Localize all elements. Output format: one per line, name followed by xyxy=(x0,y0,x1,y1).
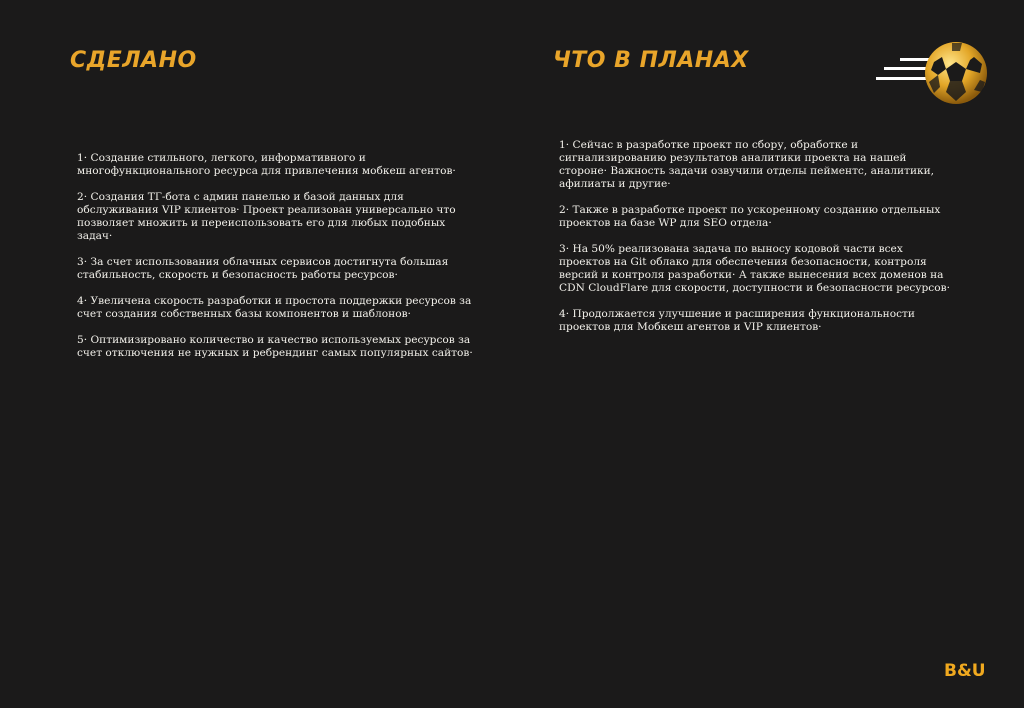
plans-heading: ЧТО В ПЛАНАХ xyxy=(553,48,749,73)
done-list xyxy=(77,152,477,373)
done-item-4: 4· Увеличена скорость разработки и простота поддержки ресурсов за счет создания собственных базы компонентов и шаблонов· xyxy=(77,295,472,320)
plans-item-2: 2· Также в разработке проект по ускоренному созданию отдельных проектов на базе WP для SEO отдела· xyxy=(559,204,941,229)
soccer-ball-icon xyxy=(874,40,990,106)
done-item-2: 2· Создания ТГ-бота с админ панелью и базой данных для обслуживания VIP клиентов· Проект реализован универсально что позволяет множить и переиспользовать его для любых подобных задач· xyxy=(77,191,456,242)
done-item-5: 5· Оптимизировано количество и качество используемых ресурсов за счет отключения не нужных и ребрендинг самых популярных сайтов· xyxy=(77,334,473,359)
done-item-3: 3· За счет использования облачных сервисов достигнута большая стабильность, скорость и безопасность работы ресурсов· xyxy=(77,256,449,281)
done-heading: СДЕЛАНО xyxy=(70,48,197,73)
brand-logo: B&U xyxy=(944,661,986,681)
done-item-1: 1· Создание стильного, легкого, информативного и многофункционального ресурса для привлечения мобкеш агентов· xyxy=(77,152,456,177)
plans-item-4: 4· Продолжается улучшение и расширения функциональности проектов для Мобкеш агентов и VIP клиентов· xyxy=(559,308,915,333)
plans-item-1: 1· Сейчас в разработке проект по сбору, обработке и сигнализированию результатов аналитики проекта на нашей стороне· Важность задачи озвучили отделы пейментс, аналитики, афилиаты и другие· xyxy=(559,139,935,190)
plans-list xyxy=(559,139,951,347)
plans-item-3: 3· На 50% реализована задача по выносу кодовой части всех проектов на Git облако для обеспечения безопасности, контроля версий и контроля разработки· А также вынесения всех доменов на CDN CloudFlare для скорости, доступности и безопасности ресурсов· xyxy=(559,243,950,294)
